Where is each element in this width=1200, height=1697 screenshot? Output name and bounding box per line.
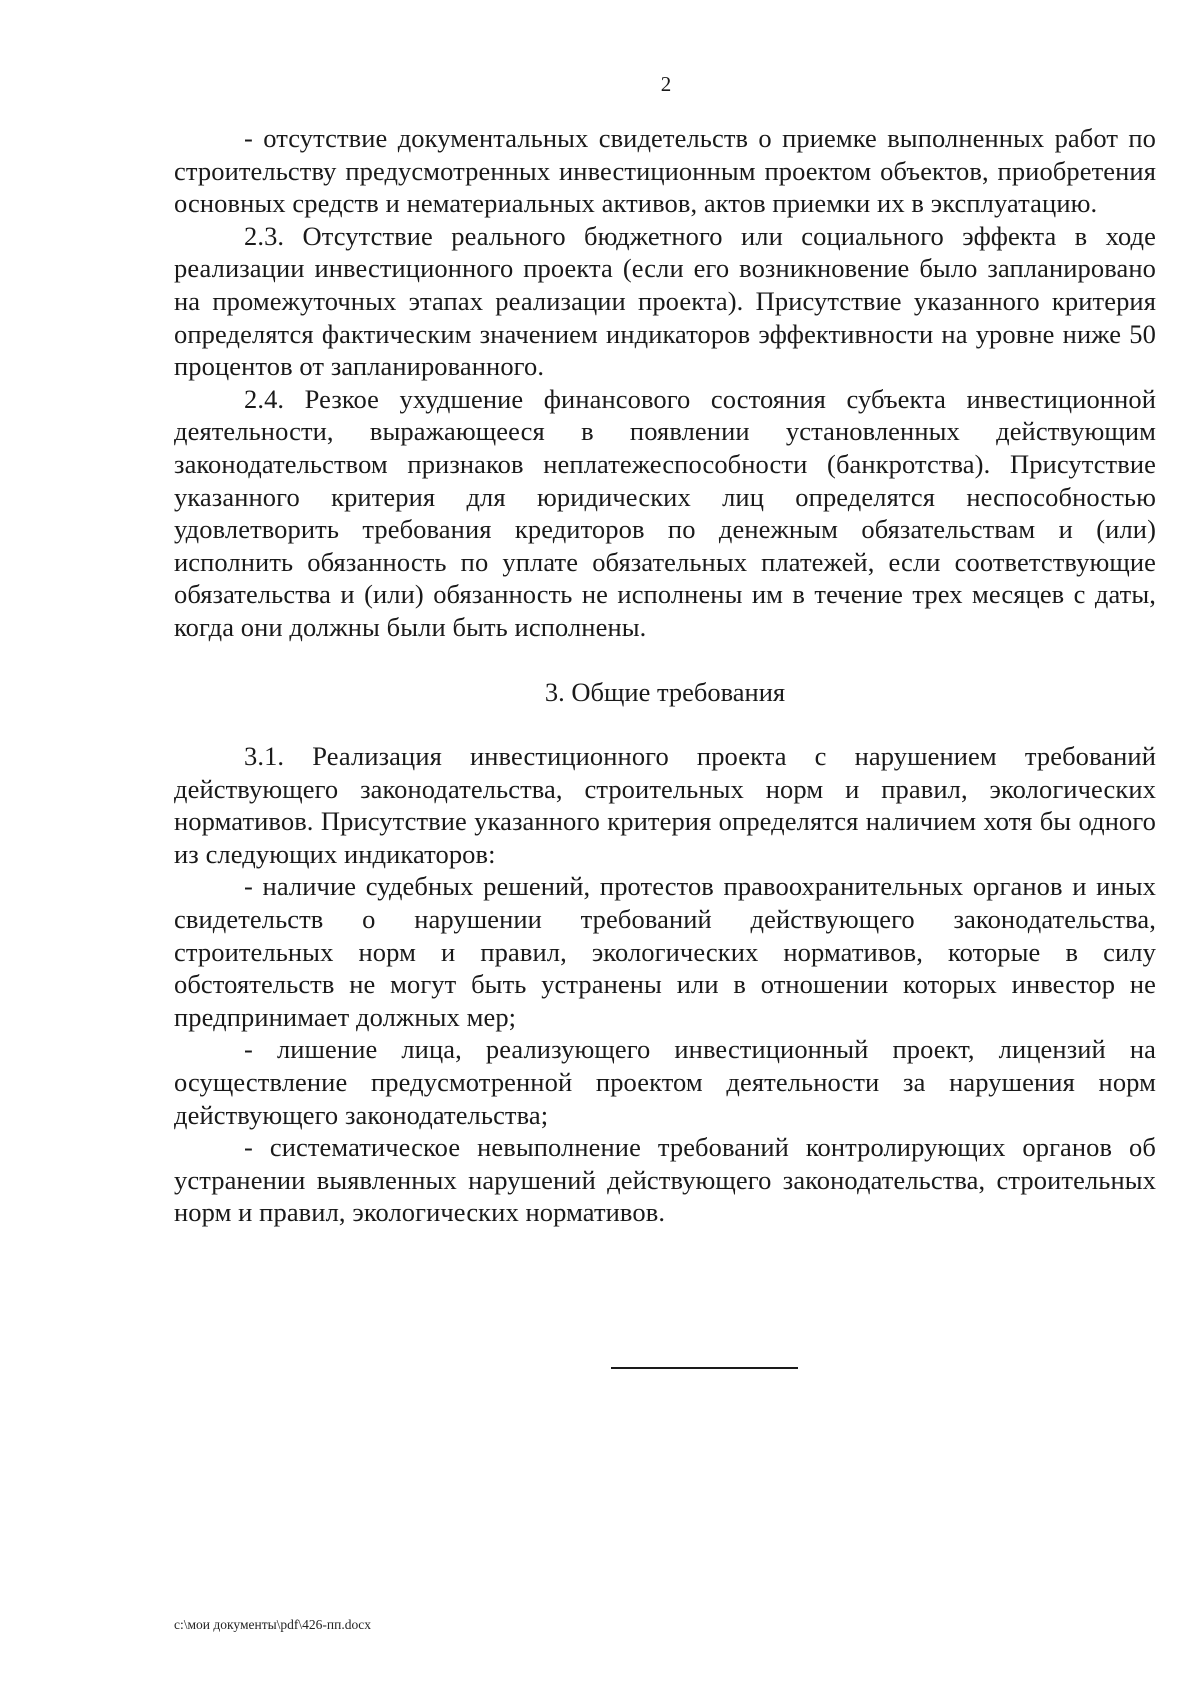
paragraph-court-decisions: - наличие судебных решений, протестов правоохранительных органов и иных свидетельств о нарушении требований действующего законодательства, строительных норм и правил, экологических нормативов, которые в силу обстоятельств не могут быть устранены или в отношении которых инвестор не предпринимает должных мер; [174, 871, 1156, 1032]
paragraph-systematic-noncompliance: - систематическое невыполнение требований контролирующих органов об устранении выявленных нарушений действующего законодательства, строительных норм и правил, экологических нормативов. [174, 1132, 1156, 1228]
paragraph-2-4: 2.4. Резкое ухудшение финансового состояния субъекта инвестиционной деятельности, выражающееся в появлении установленных действующим законодательством признаков неплатежеспособности (банкротства). Присутствие указанного критерия для юридических лиц определятся неспособностью удовлетворить требования кредиторов по денежным обязательствам и (или) исполнить обязанность по уплате обязательных платежей, если соответствующие обязательства и (или) обязанность не исполнены им в течение трех месяцев с даты, когда они должны были быть исполнены. [174, 383, 1156, 642]
footer-file-path: c:\мои документы\pdf\426-пп.docx [174, 1617, 371, 1632]
paragraph-3-1: 3.1. Реализация инвестиционного проекта с нарушением требований действующего законодательства, строительных норм и правил, экологических нормативов. Присутствие указанного критерия определятся наличием хотя бы одного из следующих индикаторов: [174, 741, 1156, 869]
paragraph-license-revocation: - лишение лица, реализующего инвестиционный проект, лицензий на осуществление предусмотренной проектом деятельности за нарушения норм действующего законодательства; [174, 1034, 1156, 1130]
paragraph-no-acceptance-evidence: - отсутствие документальных свидетельств о приемке выполненных работ по строительству предусмотренных инвестиционным проектом объектов, приобретения основных средств и нематериальных активов, актов приемки их в эксплуатацию. [174, 123, 1156, 219]
end-of-text-rule [611, 1367, 798, 1369]
page-number: 2 [660, 72, 672, 96]
paragraph-2-3: 2.3. Отсутствие реального бюджетного или социального эффекта в ходе реализации инвестиционного проекта (если его возникновение было запланировано на промежуточных этапах реализации проекта). Присутствие указанного критерия определятся фактическим значением индикаторов эффективности на уровне ниже 50 процентов от запланированного. [174, 220, 1156, 382]
spacer [174, 708, 1156, 740]
section-heading-general-requirements: 3. Общие требования [544, 676, 786, 707]
document-body [174, 122, 1156, 1229]
